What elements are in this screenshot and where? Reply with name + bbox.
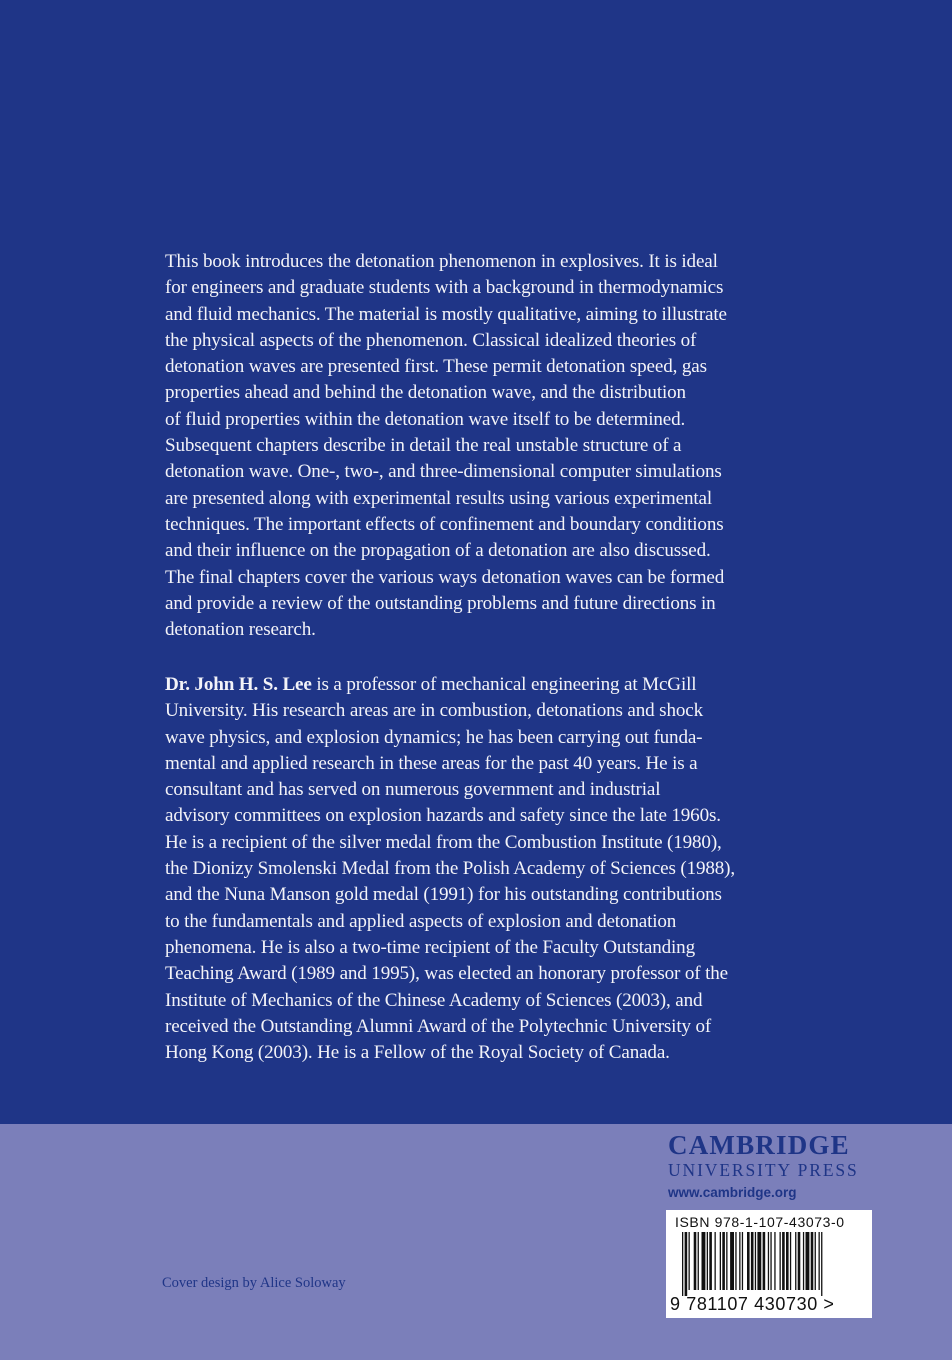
barcode-bar bbox=[768, 1232, 769, 1290]
barcode-bar bbox=[815, 1232, 816, 1290]
bio-line: advisory committees on explosion hazards and safety since the late 1960s. bbox=[165, 805, 721, 827]
barcode-bar bbox=[757, 1232, 761, 1290]
description-line: Subsequent chapters describe in detail the real unstable structure of a bbox=[165, 435, 682, 457]
barcode-bar bbox=[795, 1232, 796, 1290]
barcode-bar bbox=[709, 1232, 712, 1290]
publisher-name: CAMBRIDGE bbox=[668, 1130, 850, 1160]
bio-line: mental and applied research in these areas for the past 40 years. He is a bbox=[165, 752, 698, 774]
barcode-bar bbox=[702, 1232, 706, 1290]
bio-line: to the fundamentals and applied aspects of explosion and detonation bbox=[165, 910, 677, 932]
isbn-barcode bbox=[666, 1210, 872, 1318]
barcode-bar bbox=[790, 1232, 791, 1290]
barcode-bar bbox=[763, 1232, 766, 1290]
bio-line: phenomena. He is also a two-time recipient of the Faculty Outstanding bbox=[165, 936, 695, 958]
barcode-bar bbox=[751, 1232, 754, 1290]
cover-design-credit: Cover design by Alice Soloway bbox=[162, 1275, 346, 1291]
bio-line: He is a recipient of the silver medal from the Combustion Institute (1980), bbox=[165, 831, 722, 853]
barcode-bars-icon bbox=[674, 1232, 864, 1296]
barcode-bar bbox=[689, 1232, 690, 1290]
bio-line: Teaching Award (1989 and 1995), was elected an honorary professor of the bbox=[165, 963, 728, 985]
description-line: are presented along with experimental results using various experimental bbox=[165, 487, 712, 509]
barcode-bar bbox=[722, 1232, 725, 1290]
barcode-bar bbox=[811, 1232, 814, 1290]
description-line: of fluid properties within the detonation wave itself to be determined. bbox=[165, 408, 686, 430]
description-line: the physical aspects of the phenomenon. Classical idealized theories of bbox=[165, 329, 697, 351]
bio-first-line bbox=[165, 672, 785, 698]
bio-line: Institute of Mechanics of the Chinese Academy of Sciences (2003), and bbox=[165, 989, 703, 1011]
description-line: for engineers and graduate students with a background in thermodynamics bbox=[165, 277, 724, 299]
barcode-bar bbox=[821, 1232, 822, 1296]
barcode-bar bbox=[694, 1232, 697, 1290]
bio-line-text: is a professor of mechanical engineering at McGill bbox=[311, 674, 697, 695]
barcode-bar bbox=[715, 1232, 716, 1290]
bio-line: the Dionizy Smolenski Medal from the Polish Academy of Sciences (1988), bbox=[165, 858, 736, 880]
barcode-bar bbox=[819, 1232, 820, 1290]
description-line: and provide a review of the outstanding problems and future directions in bbox=[165, 592, 716, 614]
author-name: Dr. John H. S. Lee bbox=[165, 674, 312, 695]
barcode-bar bbox=[774, 1232, 775, 1290]
description-line: detonation waves are presented first. These permit detonation speed, gas bbox=[165, 356, 707, 378]
barcode-bar bbox=[726, 1232, 727, 1290]
barcode-digits: 9 781107 430730 > bbox=[670, 1294, 835, 1314]
description-line: and their influence on the propagation of a detonation are also discussed. bbox=[165, 540, 711, 562]
barcode-bar bbox=[707, 1232, 708, 1290]
description-line: This book introduces the detonation phenomenon in explosives. It is ideal bbox=[165, 251, 718, 272]
barcode-bar bbox=[742, 1232, 743, 1290]
barcode-bar bbox=[806, 1232, 810, 1290]
barcode-bar bbox=[786, 1232, 789, 1290]
barcode-bar bbox=[780, 1232, 781, 1290]
description-line: detonation research. bbox=[165, 619, 316, 641]
barcode-bar bbox=[739, 1232, 740, 1290]
publisher-subname: UNIVERSITY PRESS bbox=[668, 1160, 859, 1180]
barcode-bar bbox=[720, 1232, 721, 1290]
bio-line: University. His research areas are in combustion, detonations and shock bbox=[165, 700, 703, 722]
description-line: techniques. The important effects of confinement and boundary conditions bbox=[165, 513, 724, 535]
barcode-bar bbox=[698, 1232, 699, 1290]
bio-line: and the Nuna Manson gold medal (1991) for his outstanding contributions bbox=[165, 884, 722, 906]
barcode-bar bbox=[730, 1232, 734, 1290]
barcode-bar bbox=[803, 1232, 804, 1290]
bio-line: consultant and has served on numerous government and industrial bbox=[165, 779, 661, 801]
publisher-url: www.cambridge.org bbox=[668, 1185, 797, 1200]
author-bio bbox=[165, 672, 785, 1066]
description-line: The final chapters cover the various ways detonation waves can be formed bbox=[165, 566, 725, 588]
barcode-bar bbox=[735, 1232, 736, 1290]
isbn-number: ISBN 978-1-107-43073-0 bbox=[675, 1214, 845, 1230]
barcode-bar bbox=[682, 1232, 683, 1296]
barcode-bar bbox=[755, 1232, 756, 1290]
barcode-bar bbox=[747, 1232, 750, 1290]
bio-line: Hong Kong (2003). He is a Fellow of the Royal Society of Canada. bbox=[165, 1042, 670, 1064]
barcode-bar bbox=[798, 1232, 801, 1290]
bio-line: received the Outstanding Alumni Award of the Polytechnic University of bbox=[165, 1015, 712, 1037]
barcode-bar bbox=[782, 1232, 785, 1290]
publisher-logo bbox=[668, 1130, 878, 1202]
barcode-bar bbox=[770, 1232, 771, 1290]
description-line: properties ahead and behind the detonation wave, and the distribution bbox=[165, 382, 686, 404]
bio-line: wave physics, and explosion dynamics; he has been carrying out funda- bbox=[165, 726, 703, 748]
description-line: and fluid mechanics. The material is mostly qualitative, aiming to illustrate bbox=[165, 303, 727, 325]
description-line: detonation wave. One-, two-, and three-dimensional computer simulations bbox=[165, 461, 722, 483]
book-description bbox=[165, 249, 785, 643]
barcode-bar bbox=[685, 1232, 688, 1296]
